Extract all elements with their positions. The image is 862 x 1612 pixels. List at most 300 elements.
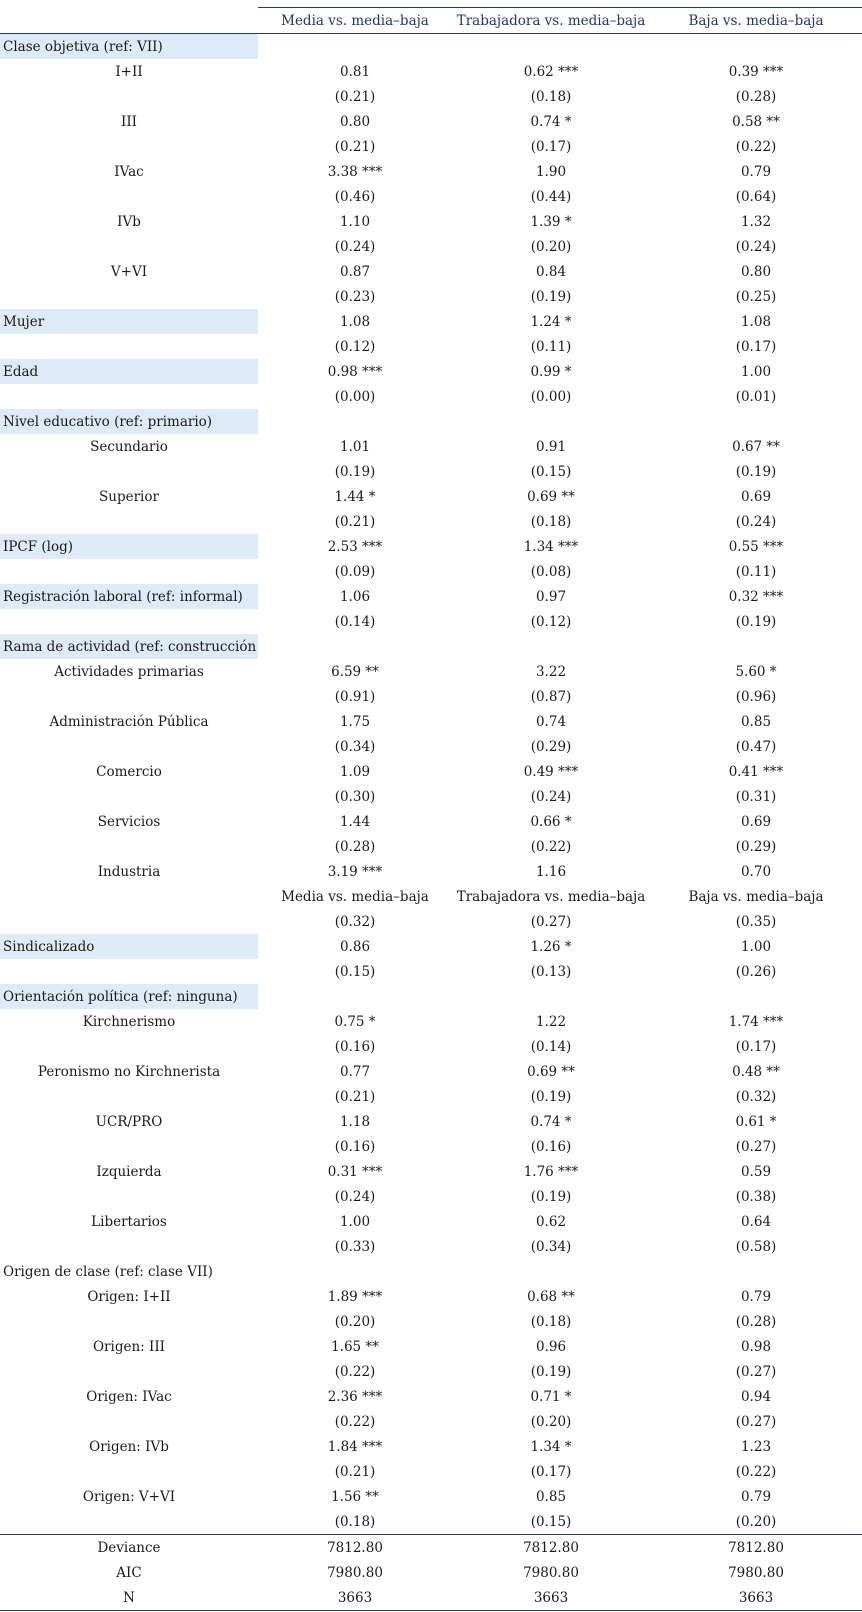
cell-value-1: (0.21) [334, 88, 376, 105]
cell-value-1: 1.89 *** [327, 1288, 383, 1305]
cell-value-1: (0.16) [334, 1138, 376, 1155]
cell-value-3: (0.20) [735, 1513, 777, 1530]
cell-value-2: 0.62 *** [523, 63, 579, 80]
row-label [0, 1034, 258, 1059]
cell-value-1: (0.16) [334, 1038, 376, 1055]
cell-value-2: 1.24 * [530, 313, 572, 330]
std-error-row [0, 509, 862, 534]
cell-value-1: (0.46) [334, 188, 376, 205]
cell-value-2: (0.24) [530, 788, 572, 805]
cell-value-3: 0.85 [740, 713, 772, 730]
cell-value-2 [452, 634, 650, 659]
std-error-row [0, 1459, 862, 1484]
std-error-row [0, 184, 862, 209]
cell-value-1: (0.19) [334, 463, 376, 480]
cell-value-3: 0.41 *** [728, 763, 784, 780]
row-label [0, 384, 258, 409]
footer-value-2: 7812.80 [452, 1535, 650, 1561]
cell-value-2: (0.12) [530, 613, 572, 630]
cell-value-2: (0.15) [530, 1513, 572, 1530]
coefficient-row [0, 1209, 862, 1234]
row-label: V+VI [110, 263, 148, 280]
cell-value-3: (0.19) [735, 613, 777, 630]
cell-value-1: 1.09 [339, 763, 371, 780]
cell-value-3: (0.22) [735, 138, 777, 155]
footer-value-3: 7812.80 [650, 1535, 862, 1561]
cell-value-3: 0.39 *** [728, 63, 784, 80]
row-label [0, 1084, 258, 1109]
row-label [0, 1409, 258, 1434]
cell-value-1: 0.86 [339, 938, 371, 955]
cell-value-1: (0.14) [334, 613, 376, 630]
cell-value-2: (0.19) [530, 288, 572, 305]
table-head [0, 8, 862, 34]
row-label: Superior [99, 488, 159, 505]
cell-value-2: 0.69 ** [527, 488, 575, 505]
cell-value-3: (0.25) [735, 288, 777, 305]
cell-value-2: 1.34 *** [523, 538, 579, 555]
repeated-column-header-1: Media vs. media–baja [281, 888, 429, 905]
cell-value-1: (0.00) [334, 388, 376, 405]
row-label [0, 184, 258, 209]
row-label [0, 234, 258, 259]
row-label [0, 834, 258, 859]
footer-label: AIC [116, 1564, 142, 1581]
cell-value-1: (0.33) [334, 1238, 376, 1255]
row-label: Libertarios [91, 1213, 167, 1230]
cell-value-1 [258, 634, 452, 659]
row-label [0, 884, 258, 909]
cell-value-2: (0.87) [530, 688, 572, 705]
row-label: Kirchnerismo [82, 1013, 176, 1030]
repeated-column-header-3: Baja vs. media–baja [688, 888, 824, 905]
cell-value-3: (0.01) [735, 388, 777, 405]
row-label: Mujer [0, 309, 258, 334]
cell-value-3: 0.70 [740, 863, 772, 880]
cell-value-2: (0.08) [530, 563, 572, 580]
cell-value-1: (0.12) [334, 338, 376, 355]
cell-value-1: 1.08 [339, 313, 371, 330]
cell-value-1: (0.32) [334, 913, 376, 930]
column-header-1: Media vs. media–baja [258, 8, 452, 34]
row-label: UCR/PRO [95, 1113, 163, 1130]
row-label [0, 734, 258, 759]
cell-value-1: (0.91) [334, 688, 376, 705]
cell-value-3: 1.74 *** [728, 1013, 784, 1030]
cell-value-3: (0.11) [735, 563, 777, 580]
coefficient-row [0, 434, 862, 459]
coefficient-row [0, 934, 862, 959]
cell-value-1: 1.06 [339, 588, 371, 605]
coefficient-row [0, 859, 862, 884]
row-label: Rama de actividad (ref: construcción [0, 634, 258, 659]
coefficient-row [0, 1159, 862, 1184]
std-error-row [0, 909, 862, 934]
cell-value-2: 0.74 * [530, 1113, 572, 1130]
section-row [0, 984, 862, 1009]
row-label: Clase objetiva (ref: VII) [0, 34, 258, 60]
cell-value-3: (0.38) [735, 1188, 777, 1205]
cell-value-3: (0.19) [735, 463, 777, 480]
row-label: Actividades primarias [54, 663, 204, 680]
cell-value-3: 0.32 *** [728, 588, 784, 605]
section-row [0, 34, 862, 60]
column-header-3: Baja vs. media–baja [650, 8, 862, 34]
coefficient-row [0, 1109, 862, 1134]
coefficient-row [0, 359, 862, 384]
cell-value-3 [650, 634, 862, 659]
cell-value-2: (0.18) [530, 1313, 572, 1330]
cell-value-1: 0.81 [339, 63, 371, 80]
row-label [0, 1459, 258, 1484]
cell-value-1: 1.44 * [334, 488, 376, 505]
coefficient-row [0, 1009, 862, 1034]
cell-value-2: (0.19) [530, 1188, 572, 1205]
row-label: Origen de clase (ref: clase VII) [3, 1263, 213, 1280]
row-label: Origen: IVb [89, 1438, 169, 1455]
cell-value-3: (0.26) [735, 963, 777, 980]
std-error-row [0, 1359, 862, 1384]
std-error-row [0, 1409, 862, 1434]
row-label [0, 1234, 258, 1259]
row-label: Comercio [96, 763, 162, 780]
cell-value-2: 0.74 [535, 713, 567, 730]
cell-value-2: (0.29) [530, 738, 572, 755]
cell-value-1: 0.80 [339, 113, 371, 130]
cell-value-1: 3.19 *** [327, 863, 383, 880]
cell-value-2: 0.74 * [530, 113, 572, 130]
cell-value-3: (0.29) [735, 838, 777, 855]
cell-value-3: 0.58 ** [732, 113, 780, 130]
std-error-row [0, 84, 862, 109]
row-label: Industria [97, 863, 161, 880]
cell-value-3: 0.79 [740, 163, 772, 180]
table-foot [0, 1535, 862, 1611]
section-row [0, 409, 862, 434]
coefficient-row [0, 159, 862, 184]
cell-value-2: 0.62 [535, 1213, 567, 1230]
footer-row-aic [0, 1560, 862, 1585]
coefficient-row [0, 709, 862, 734]
std-error-row [0, 1184, 862, 1209]
cell-value-1 [258, 1259, 452, 1284]
cell-value-1: 0.31 *** [327, 1163, 383, 1180]
cell-value-2 [452, 409, 650, 434]
cell-value-2: 0.49 *** [523, 763, 579, 780]
cell-value-3: 0.59 [740, 1163, 772, 1180]
cell-value-3 [650, 1259, 862, 1284]
table-body [0, 34, 862, 1535]
cell-value-3: 0.55 *** [728, 538, 784, 555]
cell-value-2: 0.68 ** [527, 1288, 575, 1305]
footer-value-1: 3663 [258, 1585, 452, 1611]
footer-label: Deviance [0, 1535, 258, 1561]
cell-value-1: 1.01 [339, 438, 371, 455]
cell-value-2: (0.13) [530, 963, 572, 980]
coefficient-row [0, 259, 862, 284]
row-label: Orientación política (ref: ninguna) [0, 984, 258, 1009]
coefficient-row [0, 1059, 862, 1084]
std-error-row [0, 1309, 862, 1334]
cell-value-1: 2.53 *** [327, 538, 383, 555]
coefficient-row [0, 209, 862, 234]
repeated-header-row [0, 884, 862, 909]
cell-value-2: 0.71 * [530, 1388, 572, 1405]
cell-value-3: 0.61 * [735, 1113, 777, 1130]
cell-value-1: 1.84 *** [327, 1438, 383, 1455]
cell-value-2: 0.69 ** [527, 1063, 575, 1080]
coefficient-row [0, 759, 862, 784]
row-label: Administración Pública [49, 713, 209, 730]
footer-value-2: 3663 [452, 1585, 650, 1611]
cell-value-1: 1.44 [339, 813, 371, 830]
std-error-row [0, 784, 862, 809]
cell-value-1: (0.30) [334, 788, 376, 805]
cell-value-3: (0.28) [735, 1313, 777, 1330]
cell-value-2: (0.18) [530, 88, 572, 105]
footer-row-deviance [0, 1535, 862, 1561]
std-error-row [0, 134, 862, 159]
cell-value-1 [258, 409, 452, 434]
cell-value-1: 1.75 [339, 713, 371, 730]
row-label [0, 684, 258, 709]
row-label [0, 509, 258, 534]
cell-value-3 [650, 984, 862, 1009]
cell-value-3: 0.64 [740, 1213, 772, 1230]
cell-value-2: 0.91 [535, 438, 567, 455]
std-error-row [0, 559, 862, 584]
row-label [0, 1184, 258, 1209]
row-label: Origen: IVac [86, 1388, 172, 1405]
cell-value-1: (0.24) [334, 1188, 376, 1205]
cell-value-3: 1.32 [740, 213, 772, 230]
std-error-row [0, 384, 862, 409]
cell-value-3: (0.35) [735, 913, 777, 930]
cell-value-2 [452, 34, 650, 60]
cell-value-3: 1.00 [740, 938, 772, 955]
cell-value-1 [258, 984, 452, 1009]
column-header-2: Trabajadora vs. media–baja [452, 8, 650, 34]
std-error-row [0, 959, 862, 984]
coefficient-row [0, 1384, 862, 1409]
cell-value-3: 1.00 [740, 363, 772, 380]
cell-value-1: (0.09) [334, 563, 376, 580]
cell-value-2 [452, 1259, 650, 1284]
cell-value-1: (0.21) [334, 1088, 376, 1105]
cell-value-2: 0.96 [535, 1338, 567, 1355]
row-label: III [121, 113, 137, 130]
cell-value-1: 0.75 * [334, 1013, 376, 1030]
cell-value-3: 0.80 [740, 263, 772, 280]
std-error-row [0, 234, 862, 259]
cell-value-3: 0.79 [740, 1488, 772, 1505]
cell-value-3: (0.31) [735, 788, 777, 805]
cell-value-3: 0.48 ** [732, 1063, 780, 1080]
cell-value-1: (0.18) [334, 1513, 376, 1530]
cell-value-1: 0.98 *** [327, 363, 383, 380]
section-row [0, 1259, 862, 1284]
cell-value-1: 2.36 *** [327, 1388, 383, 1405]
std-error-row [0, 609, 862, 634]
std-error-row [0, 284, 862, 309]
row-label: Izquierda [96, 1163, 162, 1180]
cell-value-2: 0.66 * [530, 813, 572, 830]
row-label: Registración laboral (ref: informal) [0, 584, 258, 609]
cell-value-1: 0.77 [339, 1063, 371, 1080]
cell-value-2: 1.90 [535, 163, 567, 180]
cell-value-1: 3.38 *** [327, 163, 383, 180]
std-error-row [0, 459, 862, 484]
std-error-row [0, 1134, 862, 1159]
cell-value-2: (0.34) [530, 1238, 572, 1255]
cell-value-1: (0.15) [334, 963, 376, 980]
cell-value-3: 0.67 ** [732, 438, 780, 455]
std-error-row [0, 1034, 862, 1059]
coefficient-row [0, 584, 862, 609]
coefficient-row [0, 309, 862, 334]
row-label: Origen: III [92, 1338, 165, 1355]
cell-value-2: (0.15) [530, 463, 572, 480]
footer-label: N [0, 1585, 258, 1611]
std-error-row [0, 334, 862, 359]
cell-value-2: (0.14) [530, 1038, 572, 1055]
row-label [0, 959, 258, 984]
cell-value-3: (0.96) [735, 688, 777, 705]
row-label: Servicios [97, 813, 161, 830]
row-label [0, 134, 258, 159]
cell-value-1: 1.56 ** [331, 1488, 379, 1505]
row-label [0, 1359, 258, 1384]
row-label: Peronismo no Kirchnerista [37, 1063, 221, 1080]
cell-value-3: 1.08 [740, 313, 772, 330]
cell-value-3: 0.98 [740, 1338, 772, 1355]
cell-value-3: 0.69 [740, 488, 772, 505]
repeated-column-header-2: Trabajadora vs. media–baja [456, 888, 646, 905]
cell-value-3 [650, 409, 862, 434]
cell-value-3: (0.22) [735, 1463, 777, 1480]
row-label: Nivel educativo (ref: primario) [0, 409, 258, 434]
cell-value-2: 0.97 [535, 588, 567, 605]
cell-value-1: (0.23) [334, 288, 376, 305]
row-label [0, 459, 258, 484]
cell-value-2: (0.00) [530, 388, 572, 405]
cell-value-3: (0.24) [735, 238, 777, 255]
cell-value-3: (0.17) [735, 338, 777, 355]
row-label [0, 1134, 258, 1159]
cell-value-3: 0.69 [740, 813, 772, 830]
cell-value-1: 1.00 [339, 1213, 371, 1230]
coefficient-row [0, 659, 862, 684]
cell-value-2: (0.20) [530, 238, 572, 255]
cell-value-1: (0.21) [334, 1463, 376, 1480]
cell-value-1: (0.21) [334, 513, 376, 530]
coefficient-row [0, 484, 862, 509]
cell-value-3: 1.23 [740, 1438, 772, 1455]
row-label: Secundario [90, 438, 168, 455]
cell-value-2: 0.99 * [530, 363, 572, 380]
cell-value-1: 6.59 ** [331, 663, 379, 680]
coefficient-row [0, 534, 862, 559]
row-label: Origen: I+II [87, 1288, 171, 1305]
coefficient-row [0, 1484, 862, 1509]
cell-value-2: 1.22 [535, 1013, 567, 1030]
footer-row-n [0, 1585, 862, 1611]
footer-value-1: 7980.80 [327, 1564, 383, 1581]
row-label [0, 84, 258, 109]
row-label [0, 284, 258, 309]
coefficient-row [0, 59, 862, 84]
cell-value-1: (0.22) [334, 1363, 376, 1380]
cell-value-2: 3.22 [535, 663, 567, 680]
cell-value-2: (0.22) [530, 838, 572, 855]
cell-value-3: (0.27) [735, 1138, 777, 1155]
cell-value-3: (0.27) [735, 1413, 777, 1430]
row-label [0, 334, 258, 359]
cell-value-1: 1.65 ** [331, 1338, 379, 1355]
row-label [0, 1309, 258, 1334]
row-label: IVb [117, 213, 141, 230]
cell-value-2: (0.20) [530, 1413, 572, 1430]
cell-value-1: (0.34) [334, 738, 376, 755]
cell-value-2: 0.84 [535, 263, 567, 280]
cell-value-2 [452, 984, 650, 1009]
cell-value-2: (0.11) [530, 338, 572, 355]
table-head-row [0, 8, 862, 34]
cell-value-2: 1.26 * [530, 938, 572, 955]
cell-value-2: (0.27) [530, 913, 572, 930]
std-error-row [0, 1084, 862, 1109]
cell-value-1: (0.21) [334, 138, 376, 155]
cell-value-3: (0.28) [735, 88, 777, 105]
row-label: IVac [114, 163, 144, 180]
cell-value-2: (0.19) [530, 1088, 572, 1105]
regression-table [0, 7, 862, 1611]
std-error-row [0, 1234, 862, 1259]
std-error-row [0, 1509, 862, 1535]
cell-value-1: (0.22) [334, 1413, 376, 1430]
footer-value-3: 3663 [650, 1585, 862, 1611]
footer-value-2: 7980.80 [523, 1564, 579, 1581]
cell-value-3: (0.47) [735, 738, 777, 755]
cell-value-1: 0.87 [339, 263, 371, 280]
row-label: Sindicalizado [0, 934, 258, 959]
cell-value-2: 1.39 * [530, 213, 572, 230]
row-label: Edad [0, 359, 258, 384]
row-label [0, 609, 258, 634]
cell-value-3: 0.94 [740, 1388, 772, 1405]
std-error-row [0, 734, 862, 759]
cell-value-1: (0.28) [334, 838, 376, 855]
row-label [0, 784, 258, 809]
cell-value-3: (0.27) [735, 1363, 777, 1380]
cell-value-3 [650, 34, 862, 60]
cell-value-1 [258, 34, 452, 60]
cell-value-2: (0.18) [530, 513, 572, 530]
footer-value-3: 7980.80 [728, 1564, 784, 1581]
coefficient-row [0, 1284, 862, 1309]
std-error-row [0, 684, 862, 709]
corner-cell [0, 8, 258, 34]
cell-value-1: 1.10 [339, 213, 371, 230]
cell-value-2: (0.16) [530, 1138, 572, 1155]
cell-value-3: (0.24) [735, 513, 777, 530]
cell-value-2: 1.34 * [530, 1438, 572, 1455]
row-label [0, 1509, 258, 1535]
row-label: IPCF (log) [0, 534, 258, 559]
row-label [0, 909, 258, 934]
cell-value-2: 1.16 [535, 863, 567, 880]
footer-value-1: 7812.80 [258, 1535, 452, 1561]
